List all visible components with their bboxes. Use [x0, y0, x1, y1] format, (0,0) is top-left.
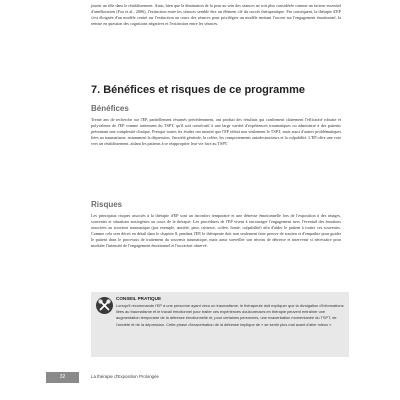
- tools-icon: [96, 297, 113, 314]
- risks-heading: Risques: [91, 200, 123, 209]
- footer-book-title: La thérapie d'Exposition Prolongée: [91, 374, 159, 379]
- benefits-paragraph: Trente ans de recherche sur l'EP, partiellement résumés précédemment, ont produit des résultats qui confirment clairement l'efficacité robuste et polyvalente de l'EP comme traitement du TSPT, qu'il soit consécutif à une large variété d'expériences traumatiques ou administré à des patients présentant une complexité clinique. Presque toutes les études ont montré que l'EP réduit non seulement le TSPT, mais aussi d'autres problématiques liées au traumatisme, notamment la dépression, l'anxiété générale, la colère, les comportements autodestructeurs et la culpabilité. L'EP offre une voie vers un rétablissement, aidant les patients à se réapproprier leur vie face au TSPT.: [91, 117, 341, 146]
- practical-tip-text: Lorsqu'il recommande l'EP à une personne ayant vécu un traumatisme, le thérapeute doit expliquer que la divulgation d'informations liées au traumatisme et le travail émotionnel pour traiter ces expériences douloureuses en thérapie peuvent entraîner une augmentation temporaire de la détresse émotionnelle et, pour certaines personnes, une exacerbation momentanée du TSPT, de l'anxiété et de la dépression. Cette phase d'exacerbation de la détresse implique de « se sentir plus mal avant d'aller mieux ».: [116, 303, 344, 327]
- intro-paragraph: jouent un rôle dans le rétablissement. Ainsi, bien que la diminution de la peur au sein des séances ne soit plus considérée comme un facteur essentiel d'amélioration (Foa et al., 2006), l'extinction entre les séances semble être un élément clé du succès thérapeutique. Par conséquent, la thérapie d'EP s'est éloignée d'un modèle centré sur l'extinction au cours des séances pour privilégier un modèle mettant l'accent sur l'engagement émotionnel, la remise en question des cognitions négatives et l'extinction entre les séances.: [91, 3, 341, 26]
- risks-paragraph: Les principaux risques associés à la thérapie d'EP sont un inconfort temporaire et une détresse émotionnelle lors de l'exposition à des images, souvenirs et situations anxiogènes au cours de la thérapie. Les procédures de l'EP visent à encourager l'engagement avec l'éventail des émotions associées au souvenir traumatique (par exemple, anxiété, peur, tristesse, colère, honte, culpabilité) afin d'aider le patient à traiter ces souvenirs. Comme cela sera décrit en détail dans le chapitre 8, pendant l'EP, le thérapeute doit non seulement faire preuve de soutien et d'empathie pour guider le patient dans le processus de traitement du souvenir traumatique, mais aussi surveiller son niveau de détresse et intervenir si nécessaire pour moduler l'intensité de l'engagement émotionnel et l'inconfort observé.: [91, 213, 341, 248]
- section-heading: 7. Bénéfices et risques de ce programme: [91, 84, 305, 96]
- practical-tip-box: [91, 292, 349, 357]
- benefits-heading: Bénéfices: [91, 104, 129, 113]
- practical-tip-title: CONSEIL PRATIQUE: [116, 296, 162, 301]
- page-number: 32: [46, 372, 79, 383]
